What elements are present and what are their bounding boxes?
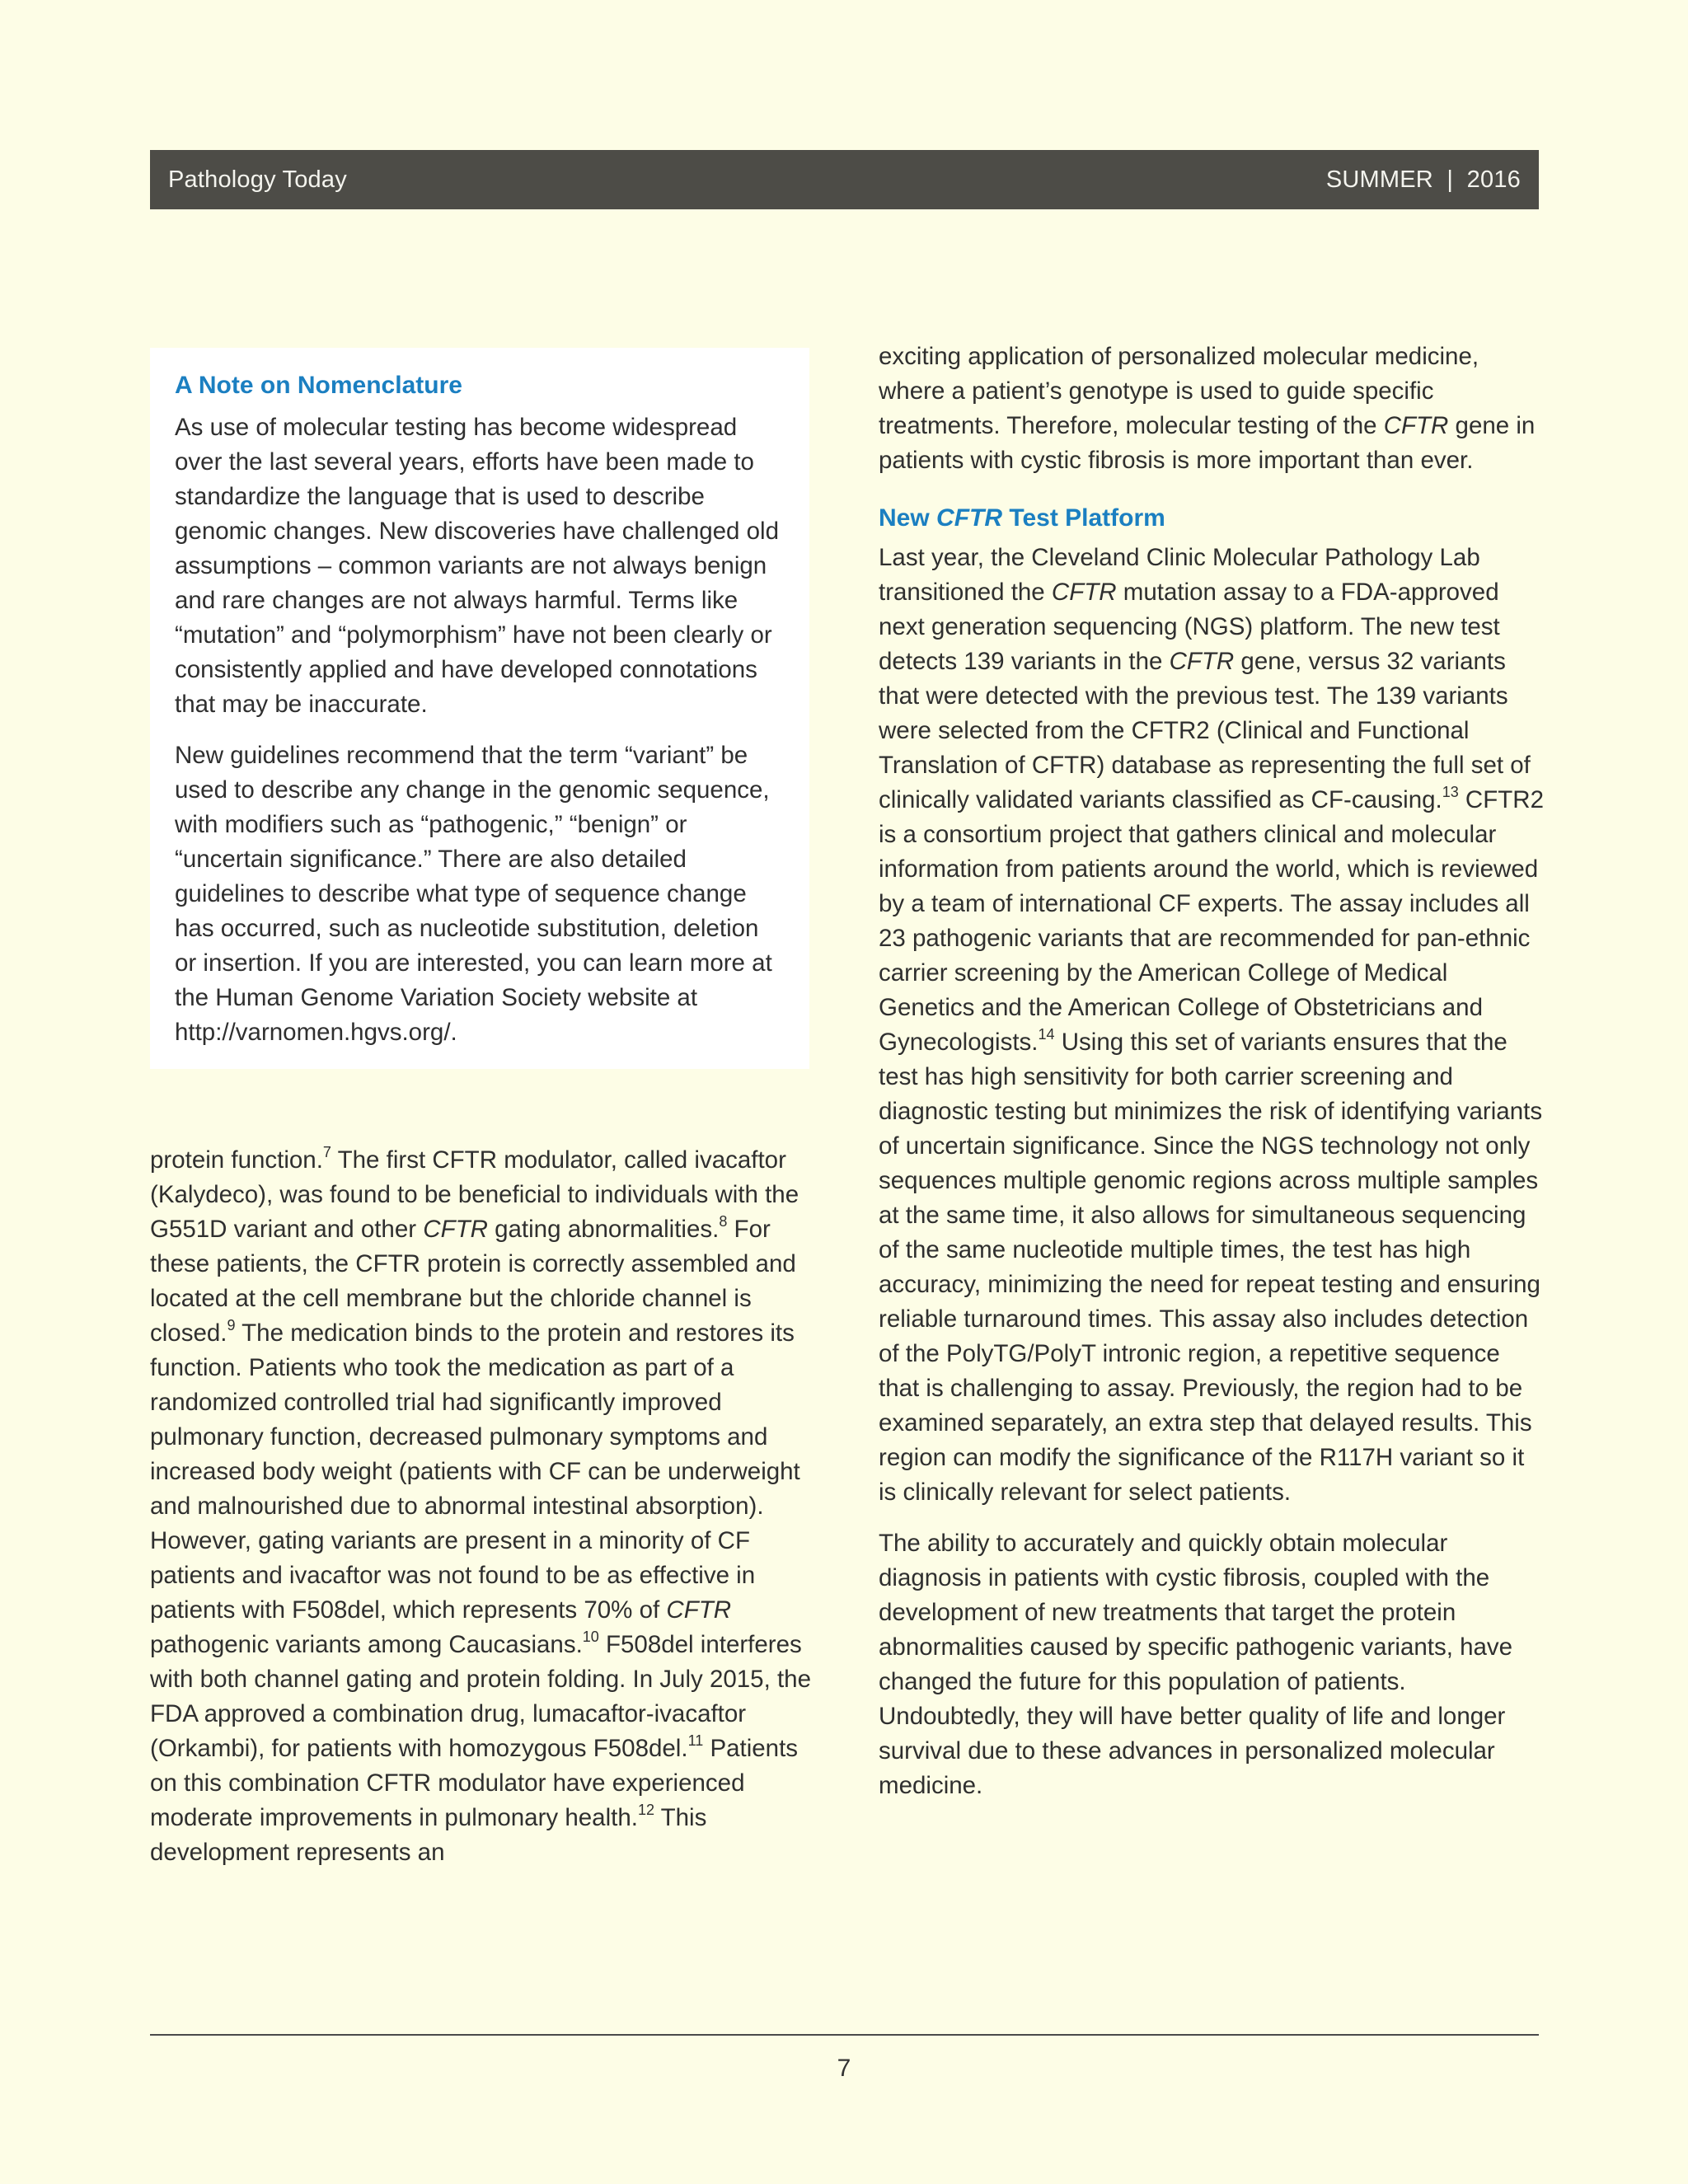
footer-rule <box>150 2034 1539 2036</box>
ref-14: 14 <box>1038 1026 1055 1043</box>
right-column <box>879 340 1546 1803</box>
section-heading: New CFTR Test Platform <box>879 504 1165 532</box>
issue-date: SUMMER | 2016 <box>1325 166 1521 193</box>
publication-name: Pathology Today <box>168 166 347 193</box>
nomenclature-sidebar <box>150 348 809 1069</box>
ref-12: 12 <box>637 1802 654 1819</box>
page-number: 7 <box>837 2055 851 2082</box>
ref-9: 9 <box>227 1317 236 1334</box>
conclusion-paragraph: The ability to accurately and quickly obtain molecular diagnosis in patients with cystic fibrosis, coupled with the development of new treatments that target the protein abnormalities caused by specific pathogenic variants, have changed the future for this population of patients. Undoubtedly, they will have better quality of life and longer survival due to these advances in personalized molecular medicine. <box>879 1530 1513 1799</box>
left-paragraph: protein function.$^7$ The first CFTR modulator, called ivacaftor (Kalydeco), was found to be beneficial to individuals with the G551D variant and other CFTR gating abnormalities.$^8$ For these patients, the CFTR protein is correctly assembled and located at the cell membrane but the chloride channel is closed.$^9$ The medication binds to the protein and restores its function. Patients who took the medication as part of a randomized controlled trial had significantly improved pulmonary function, decreased pulmonary symptoms and increased body weight (patients with CF can be underweight and malnourished due to abnormal intestinal absorption). However, gating variants are present in a minority of CF patients and ivacaftor was not found to be as effective in patients with F508del, which represents 70% of CFTR pathogenic variants among Caucasians.$^{10}$ F508del interferes with both channel gating and protein folding. In July 2015, the FDA approved a combination drug, lumacaftor-ivacaftor (Orkambi), for patients with homozygous F508del.$^{11}$ Patients on this combination CFTR modulator have experienced moderate improvements in pulmonary health.$^{12}$ This development represents an <box>150 1144 811 1866</box>
ref-11: 11 <box>687 1732 704 1750</box>
ref-7: 7 <box>322 1144 331 1161</box>
right-intro-paragraph: exciting application of personalized molecular medicine, where a patient’s genotype is used to guide specific treatments. Therefore, molecular testing of the CFTR gene in patients with cystic fibrosis is more important than ever. <box>879 343 1536 474</box>
running-header <box>150 150 1539 209</box>
ref-8: 8 <box>719 1213 728 1230</box>
sidebar-title: A Note on Nomenclature <box>175 372 462 399</box>
test-platform-paragraph: Last year, the Cleveland Clinic Molecular Pathology Lab transitioned the CFTR mutation assay to a FDA-approved next generation sequencing (NGS) platform. The new test detects 139 variants in the CFTR gene, versus 32 variants that were detected with the previous test. The 139 variants were selected from the CFTR2 (Clinical and Functional Translation of CFTR) database as representing the full set of clinically validated variants classified as CF-causing.$^{13}$ CFTR2 is a consortium project that gathers clinical and molecular information from patients around the world, which is reviewed by a team of international CF experts. The assay includes all 23 pathogenic variants that are recommended for pan-ethnic carrier screening by the American College of Medical Genetics and the American College of Obstetricians and Gynecologists.$^{14}$ Using this set of variants ensures that the test has high sensitivity for both carrier screening and diagnostic testing but minimizes the risk of identifying variants of uncertain significance. Since the NGS technology not only sequences multiple genomic regions across multiple samples at the same time, it also allows for simultaneous sequencing of the same nucleotide multiple times, the test has high accuracy, minimizing the need for repeat testing and ensuring reliable turnaround times. This assay also includes detection of the PolyTG/PolyT intronic region, a repetitive sequence that is challenging to assay. Previously, the region had to be examined separately, an extra step that delayed results. This region can modify the significance of the R117H variant so it is clinically relevant for select patients. <box>879 544 1544 1506</box>
left-column <box>150 1143 818 1870</box>
sidebar-paragraph-1: As use of molecular testing has become widespread over the last several years, efforts have been made to standardize the language that is used to describe genomic changes. New discoveries have challenged old assumptions – common variants are not always benign and rare changes are not always harmful. Terms like “mutation” and “polymorphism” have not been clearly or consistently applied and have developed connotations that may be inaccurate. <box>175 414 780 718</box>
ref-13: 13 <box>1442 784 1459 801</box>
ref-10: 10 <box>582 1629 599 1646</box>
sidebar-paragraph-2: New guidelines recommend that the term “variant” be used to describe any change in the genomic sequence, with modifiers such as “pathogenic,” “benign” or “uncertain significance.” There are also detailed guidelines to describe what type of sequence change has occurred, such as nucleotide substitution, deletion or insertion. If you are interested, you can learn more at the Human Genome Variation Society website at http://varnomen.hgvs.org/. <box>175 742 772 1046</box>
